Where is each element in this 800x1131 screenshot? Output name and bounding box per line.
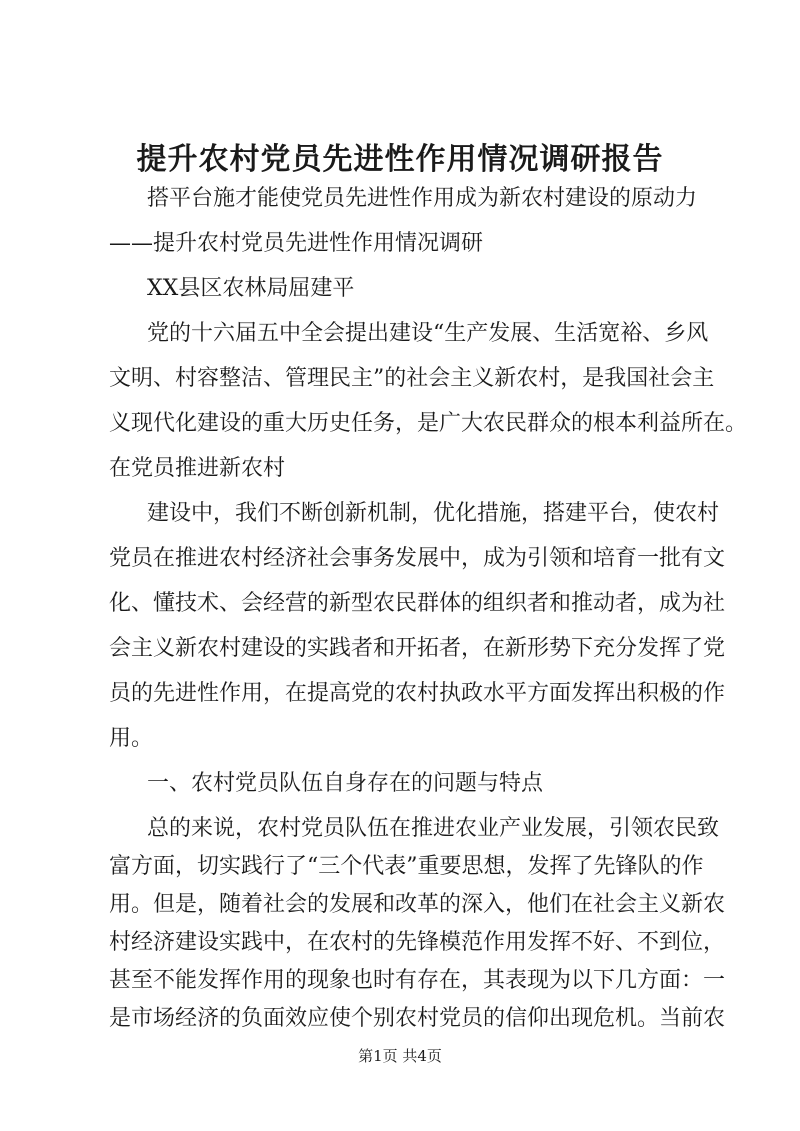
paragraph-line: 员的先进性作用，在提高党的农村执政水平方面发挥出积极的作 xyxy=(109,681,726,706)
paragraph-line: 用。 xyxy=(109,726,154,751)
paragraph-line: 总的来说，农村党员队伍在推进农业产业发展，引领农民致 xyxy=(147,816,720,841)
paragraph-line: 在党员推进新农村 xyxy=(109,456,286,481)
document-subtitle: 搭平台施才能使党员先进性作用成为新农村建设的原动力 xyxy=(147,186,698,211)
paragraph-line: 村经济建设实践中，在农村的先锋模范作用发挥不好、不到位， xyxy=(109,930,726,955)
paragraph-line: 建设中，我们不断创新机制，优化措施，搭建平台，使农村 xyxy=(147,501,720,526)
paragraph-line: 是市场经济的负面效应使个别农村党员的信仰出现危机。当前农 xyxy=(109,1006,726,1031)
document-author: XX县区农林局屈建平 xyxy=(147,276,355,301)
document-title: 提升农村党员先进性作用情况调研报告 xyxy=(136,142,664,177)
page-indicator: 第1页 共4页 xyxy=(358,1047,442,1065)
paragraph-line: 富方面，切实践行了“三个代表”重要思想，发挥了先锋队的作 xyxy=(109,854,704,879)
paragraph-line: 用。但是，随着社会的发展和改革的深入，他们在社会主义新农 xyxy=(109,892,726,917)
paragraph-line: 甚至不能发挥作用的现象也时有存在，其表现为以下几方面：一 xyxy=(109,968,726,993)
paragraph-line: 党员在推进农村经济社会事务发展中，成为引领和培育一批有文 xyxy=(109,546,726,571)
section-heading: 一、农村党员队伍自身存在的问题与特点 xyxy=(147,771,544,796)
paragraph-line: 党的十六届五中全会提出建设“生产发展、生活宽裕、乡风 xyxy=(147,321,709,346)
document-subheading: ——提升农村党员先进性作用情况调研 xyxy=(109,231,484,256)
paragraph-line: 义现代化建设的重大历史任务，是广大农民群众的根本利益所在。 xyxy=(109,411,748,436)
paragraph-line: 化、懂技术、会经营的新型农民群体的组织者和推动者，成为社 xyxy=(109,591,726,616)
paragraph-line: 文明、村容整洁、管理民主”的社会主义新农村，是我国社会主 xyxy=(109,366,715,391)
paragraph-line: 会主义新农村建设的实践者和开拓者，在新形势下充分发挥了党 xyxy=(109,636,726,661)
